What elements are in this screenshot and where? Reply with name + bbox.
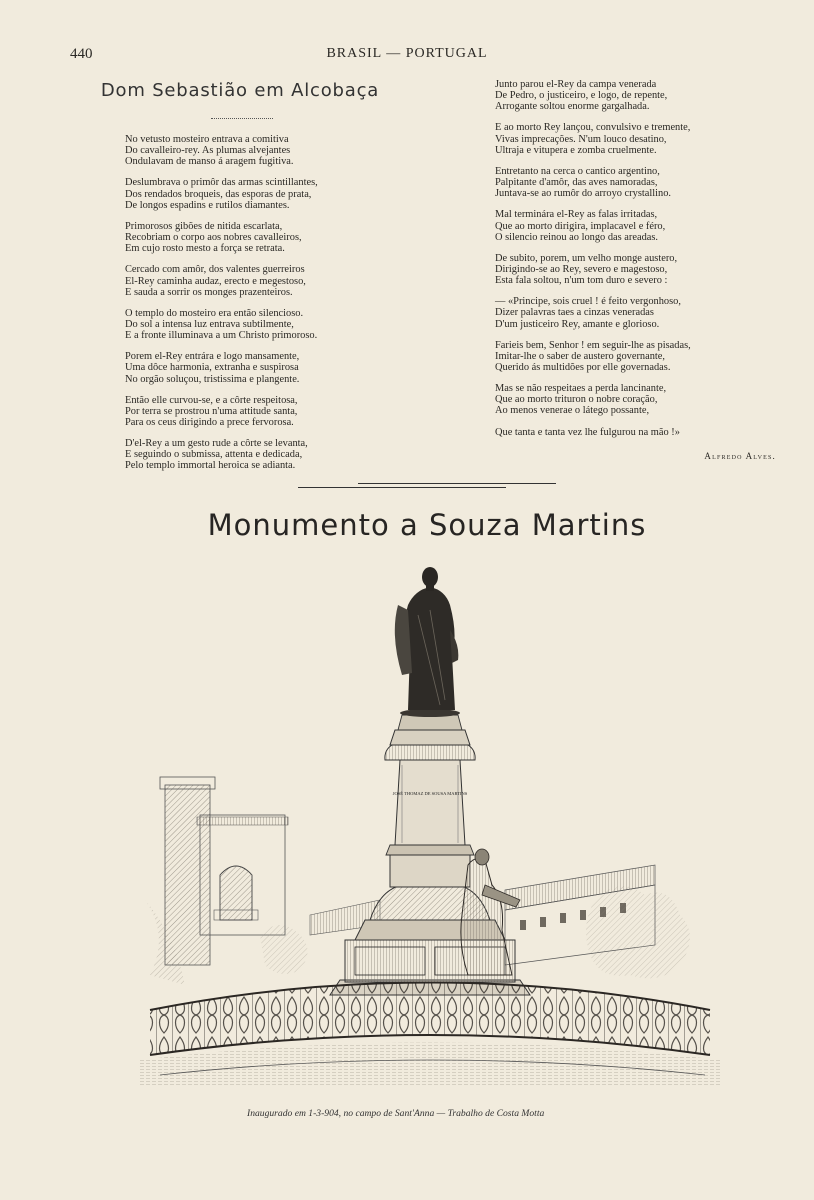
poem-line: E sauda a sorrir os monges prazenteiros. (125, 286, 293, 298)
poem-line: Deslumbrava o primôr das armas scintillantes, (125, 177, 318, 189)
poem-line: Para os ceus dirigindo a prece fervorosa. (125, 417, 294, 428)
poem-line: Porem el-Rey entrára e logo mansamente, (125, 351, 300, 363)
page-number: 440 (70, 46, 93, 62)
poem-line: Dirigindo-se ao Rey, severo e magestoso, (495, 263, 668, 275)
poem-line: De Pedro, o justiceiro, e logo, de repente, (495, 90, 668, 102)
poem-line: Entretanto na cerca o cantico argentino, (495, 165, 660, 177)
poem-line: Do cavalleiro-rey. As plumas alvejantes (125, 145, 291, 157)
poem-line: Uma dôce harmonia, extranha e suspirosa (125, 362, 299, 374)
poem-stanza (125, 177, 480, 210)
poem-line: El-Rey caminha audaz, erecto e megestoso, (125, 275, 306, 287)
illustration-caption: Inaugurado em 1-3-904, no campo de Sant'Anna — Trabalho de Costa Motta (247, 1108, 545, 1119)
poem-line: Imitar-lhe o saber de austero governante, (495, 350, 666, 362)
monument-illustration (140, 555, 720, 1100)
poem-line: D'el-Rey a um gesto rude a côrte se levanta, (125, 438, 308, 450)
poem-stanza (125, 308, 480, 341)
statue-figure (395, 567, 460, 717)
poem-line: No vetusto mosteiro entrava a comitiva (125, 134, 289, 145)
poem-line: Primorosos gibões de nitida escarlata, (125, 220, 283, 232)
poem-line: Vivas imprecações. N'um louco desatino, (495, 133, 667, 145)
poem-line: Ultraja e vitupera e zomba cruelmente. (495, 144, 657, 156)
poem-line: E seguindo o submissa, attenta e dedicada, (125, 449, 303, 461)
poem-stanza (495, 383, 750, 416)
poem-line: De subito, porem, um velho monge austero, (495, 252, 678, 264)
poem-line: Cercado com amôr, dos valentes guerreiros (125, 264, 305, 276)
section-divider (298, 487, 506, 488)
poem-stanza (125, 134, 480, 167)
poem-line: De longos espadins e rutilos diamantes. (125, 199, 290, 211)
title-rule (211, 118, 273, 119)
poem-line: Em cujo rosto mesto a força se retrata. (125, 243, 285, 255)
poem-line: Então elle curvou-se, e a côrte respeitosa, (125, 394, 298, 406)
poem-line: Que ao morto trituron o nobre coração, (495, 394, 658, 406)
poem-line: Junto parou el-Rey da campa venerada (495, 79, 657, 90)
plaza-ground (140, 1043, 720, 1086)
poem-stanza (125, 438, 480, 471)
poem-line: Pelo templo immortal heroica se adianta. (125, 460, 296, 472)
poem-stanza (125, 351, 480, 384)
poem-line: Recobriam o corpo aos nobres cavalleiros, (125, 232, 302, 244)
poem-line: O silencio reinou ao longo das areadas. (495, 231, 659, 243)
poem-line: Palpitante d'amôr, das aves namoradas, (495, 177, 658, 189)
poem-line: No orgão soluçou, tristissima e plangente. (125, 373, 300, 385)
poem-line: Querido ás multidões por elle governadas. (495, 362, 671, 373)
poem-line: Ondulavam de manso á aragem fugitiva. (125, 156, 294, 168)
poem-line: Mas se não respeitaes a perda lancinante, (495, 383, 667, 395)
poem-stanza (495, 296, 750, 329)
poem-stanza (495, 253, 750, 286)
poem-line: Juntava-se ao rumôr do arroyo crystallino. (495, 188, 672, 200)
poem-line: Que tanta e tanta vez lhe fulgurou na mão !» (495, 426, 680, 438)
pedestal-inscription: JOSÉ THOMAZ DE SOUSA MARTINS (392, 791, 468, 796)
poem-line: Que ao morto dirigira, implacavel e féro, (495, 220, 666, 232)
poem-line: Dizer palavras taes a cinzas veneradas (495, 307, 654, 319)
poem-line: Mal terminára el-Rey as falas irritadas, (495, 209, 658, 221)
poem-stanza (125, 221, 480, 254)
poem-line: D'um justiceiro Rey, amante e glorioso. (495, 318, 660, 330)
poem-line: E a fronte illuminava a um Christo primoroso. (125, 330, 318, 342)
poem-line: O templo do mosteiro era então silencioso. (125, 307, 304, 319)
poem-column-right (495, 79, 750, 448)
poem-line: Do sol a intensa luz entrava subtilmente, (125, 318, 294, 330)
poem-stanza (495, 122, 750, 155)
section-divider-upper (358, 483, 556, 484)
poem-stanza (495, 166, 750, 199)
poem-line: — «Principe, sois cruel ! é feito vergonhoso, (495, 296, 681, 308)
poem-line: Esta fala soltou, n'um tom duro e severo : (495, 275, 668, 287)
running-title: BRASIL — PORTUGAL (326, 46, 488, 61)
poem-column-left (125, 134, 480, 482)
article-title: Monumento a Souza Martins (207, 508, 647, 542)
poem-author: Alfredo Alves. (704, 451, 776, 461)
poem-stanza (495, 340, 750, 373)
poem-line: Dos rendados broqueis, das esporas de prata, (125, 188, 312, 200)
poem-line: Arrogante soltou enorme gargalhada. (495, 101, 650, 113)
poem-title: Dom Sebastião em Alcobaça (100, 80, 380, 101)
poem-stanza (495, 79, 750, 112)
poem-line: Ao menos venerae o látego possante, (495, 405, 650, 417)
poem-stanza (125, 264, 480, 297)
poem-stanza (495, 427, 750, 438)
poem-line: Farieis bem, Senhor ! em seguir-lhe as pisadas, (495, 339, 691, 351)
poem-line: Por terra se prostrou n'uma attitude santa, (125, 405, 298, 417)
poem-stanza (495, 209, 750, 242)
poem-stanza (125, 395, 480, 428)
poem-line: E ao morto Rey lançou, convulsivo e tremente, (495, 122, 691, 134)
